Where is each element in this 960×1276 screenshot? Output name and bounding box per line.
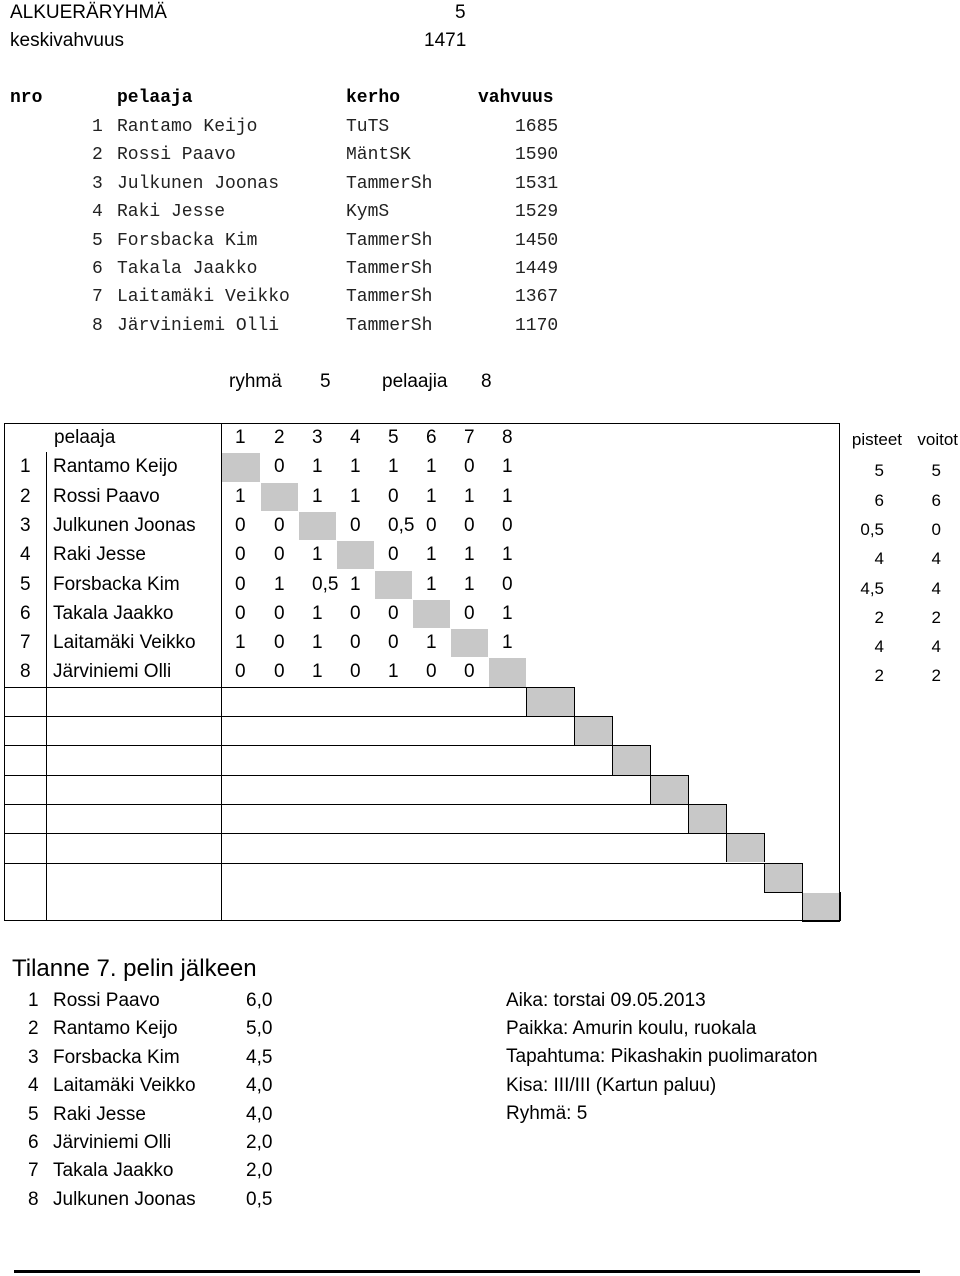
diagonal-cell: [375, 571, 412, 599]
player-list-nro: 5: [92, 230, 103, 251]
crosstable-result: 0: [464, 514, 475, 536]
crosstable-result: 1: [312, 544, 323, 566]
crosstable-row-nro: 7: [20, 632, 31, 654]
event-time: Aika: torstai 09.05.2013: [506, 990, 706, 1011]
diagonal-edge: [764, 863, 765, 892]
diagonal-cell: [613, 746, 650, 774]
player-list-nro: 2: [92, 145, 103, 166]
table-row-line: [4, 833, 764, 834]
standing-score: 5,0: [246, 1018, 273, 1040]
table-border-right: [839, 423, 840, 921]
standing-score: 4,5: [246, 1046, 273, 1068]
column-header-player: pelaaja: [117, 88, 193, 108]
crosstable-result: 1: [235, 632, 246, 654]
diagonal-edge: [802, 892, 803, 921]
event-name: Tapahtuma: Pikashakin puolimaraton: [506, 1046, 818, 1067]
standing-rank: 7: [28, 1160, 39, 1182]
crosstable-row-name: Rossi Paavo: [53, 485, 160, 507]
diagonal-edge: [612, 775, 650, 776]
crosstable-col-header: 4: [350, 427, 361, 448]
crosstable-row-name: Takala Jaakko: [53, 602, 174, 624]
diagonal-edge: [726, 833, 727, 862]
crosstable-result: 1: [312, 632, 323, 654]
table-row-line: [4, 804, 726, 805]
crosstable-row-name: Rantamo Keijo: [53, 456, 178, 478]
event-group: Ryhmä: 5: [506, 1103, 588, 1124]
player-list-rating: 1590: [515, 145, 559, 166]
crosstable-result: 0: [426, 514, 437, 536]
points-value: 4: [874, 637, 884, 657]
diagonal-edge: [840, 892, 841, 921]
player-list-name: Forsbacka Kim: [117, 230, 258, 251]
diagonal-cell: [527, 688, 574, 716]
crosstable-row-name: Julkunen Joonas: [53, 514, 196, 536]
diagonal-edge: [574, 687, 575, 716]
crosstable-result: 0: [235, 573, 246, 595]
points-value: 5: [874, 461, 884, 481]
crosstable-result: 1: [502, 485, 513, 507]
points-value: 4,5: [860, 578, 884, 598]
crosstable-row-name: Forsbacka Kim: [53, 573, 180, 595]
crosstable-result: 0: [350, 602, 361, 624]
wins-value: 5: [931, 461, 941, 481]
player-list-name: Raki Jesse: [117, 202, 226, 223]
crosstable-result: 1: [464, 573, 475, 595]
player-list-nro: 3: [92, 173, 103, 194]
crosstable-result: 0: [502, 573, 513, 595]
crosstable-row-nro: 1: [20, 456, 31, 478]
table-row-line: [4, 745, 650, 746]
diagonal-edge: [688, 804, 689, 833]
crosstable-result: 0: [274, 602, 285, 624]
table-row-line: [4, 775, 688, 776]
standing-score: 0,5: [246, 1188, 273, 1210]
standings-title: Tilanne 7. pelin jälkeen: [12, 955, 257, 982]
player-list-nro: 7: [92, 287, 103, 308]
diagonal-cell: [222, 453, 260, 481]
wins-value: 2: [931, 607, 941, 627]
bottom-rule: [14, 1270, 920, 1273]
crosstable-result: 1: [274, 573, 285, 595]
table-row-line: [4, 687, 574, 688]
points-value: 2: [874, 607, 884, 627]
crosstable-col-header: 8: [502, 427, 513, 448]
table-border-left: [4, 423, 5, 921]
wins-value: 2: [931, 666, 941, 686]
column-header-nro: nro: [10, 88, 43, 108]
diagonal-edge: [802, 921, 840, 922]
table-row-line: [4, 716, 612, 717]
crosstable-result: 0: [274, 632, 285, 654]
crosstable-result: 1: [502, 544, 513, 566]
crosstable-result: 1: [388, 661, 399, 683]
crosstable-row-nro: 6: [20, 602, 31, 624]
crosstable-result: 0: [274, 514, 285, 536]
standing-rank: 4: [28, 1075, 39, 1097]
player-list-name: Rantamo Keijo: [117, 117, 258, 137]
diagonal-edge: [574, 716, 575, 745]
crosstable-result: 1: [312, 661, 323, 683]
group-value: 5: [320, 371, 331, 392]
diagonal-cell: [575, 717, 612, 745]
crosstable-result: 1: [464, 485, 475, 507]
player-list-nro: 6: [92, 259, 103, 279]
player-list-club: TammerSh: [346, 287, 433, 308]
players-count-label: pelaajia: [382, 371, 448, 392]
crosstable-col-header: 6: [426, 427, 437, 448]
player-list-club: TammerSh: [346, 315, 433, 336]
standing-rank: 8: [28, 1188, 39, 1210]
crosstable-result: 1: [350, 573, 361, 595]
crosstable-result: 0: [388, 632, 399, 654]
standing-rank: 1: [28, 990, 39, 1011]
crosstable-result: 0,5: [312, 573, 339, 595]
average-rating-value: 1471: [424, 30, 467, 51]
points-value: 0,5: [860, 519, 884, 539]
diagonal-edge: [764, 833, 765, 862]
crosstable-result: 0: [274, 661, 285, 683]
crosstable-result: 1: [502, 456, 513, 478]
player-list-name: Järviniemi Olli: [117, 315, 280, 336]
standing-name: Raki Jesse: [53, 1103, 146, 1125]
diagonal-cell: [413, 600, 450, 628]
crosstable-result: 1: [426, 544, 437, 566]
table-border-bottom: [4, 920, 840, 921]
crosstable-result: 1: [350, 485, 361, 507]
diagonal-cell: [337, 541, 374, 569]
crosstable-result: 1: [312, 602, 323, 624]
player-list-rating: 1170: [515, 315, 559, 336]
diagonal-edge: [688, 833, 726, 834]
crosstable-row-nro: 8: [20, 661, 31, 683]
column-header-club: kerho: [346, 88, 401, 108]
crosstable-result: 1: [350, 456, 361, 478]
player-list-club: MäntSK: [346, 145, 411, 166]
crosstable-result: 0: [464, 602, 475, 624]
standing-score: 4,0: [246, 1103, 273, 1125]
crosstable-result: 1: [502, 632, 513, 654]
player-list-name: Rossi Paavo: [117, 145, 236, 166]
diagonal-cell: [299, 512, 336, 540]
crosstable-result: 0: [274, 544, 285, 566]
group-label: ryhmä: [229, 371, 282, 392]
crosstable-result: 0: [388, 602, 399, 624]
crosstable-result: 0: [235, 514, 246, 536]
crosstable-result: 1: [426, 632, 437, 654]
diagonal-edge: [650, 775, 651, 804]
player-list-name: Takala Jaakko: [117, 259, 258, 279]
player-list-nro: 1: [92, 117, 103, 137]
diagonal-edge: [726, 863, 764, 864]
points-value: 4: [874, 549, 884, 569]
crosstable-result: 1: [426, 573, 437, 595]
column-header-rating: vahvuus: [478, 88, 554, 108]
player-list-club: TammerSh: [346, 173, 433, 194]
points-value: 2: [874, 666, 884, 686]
player-list-name: Laitamäki Veikko: [117, 287, 290, 308]
diagonal-edge: [526, 716, 574, 717]
diagonal-edge: [574, 745, 612, 746]
group-number: 5: [455, 2, 466, 23]
crosstable-result: 0: [464, 456, 475, 478]
crosstable-result: 0: [274, 456, 285, 478]
crosstable-result: 0: [426, 661, 437, 683]
points-header: pisteet: [851, 430, 902, 449]
diagonal-edge: [612, 716, 613, 745]
standing-rank: 6: [28, 1132, 39, 1153]
diagonal-edge: [526, 687, 527, 716]
diagonal-edge: [650, 804, 688, 805]
player-list-name: Julkunen Joonas: [117, 173, 280, 194]
player-list-club: TammerSh: [346, 259, 433, 279]
player-list-rating: 1531: [515, 173, 559, 194]
player-list-rating: 1449: [515, 259, 559, 279]
wins-value: 4: [931, 578, 941, 598]
wins-value: 0: [931, 519, 941, 539]
crosstable-row-name: Järviniemi Olli: [53, 661, 172, 683]
crosstable-result: 0: [464, 661, 475, 683]
crosstable-result: 1: [312, 456, 323, 478]
crosstable-row-name: Laitamäki Veikko: [53, 632, 196, 654]
diagonal-edge: [650, 745, 651, 774]
table-row-line: [4, 863, 802, 864]
diagonal-cell: [261, 483, 298, 511]
event-round: Kisa: III/III (Kartun paluu): [506, 1075, 717, 1096]
crosstable-col-header: 7: [464, 427, 475, 448]
standing-rank: 3: [28, 1046, 39, 1068]
standing-name: Järviniemi Olli: [53, 1132, 172, 1153]
standing-rank: 2: [28, 1018, 39, 1040]
crosstable-row-nro: 3: [20, 514, 31, 536]
crosstable-col-header: 2: [274, 427, 285, 448]
standing-score: 2,0: [246, 1160, 273, 1182]
crosstable-row-nro: 4: [20, 544, 31, 566]
crosstable-col-header: 3: [312, 427, 323, 448]
average-rating-label: keskivahvuus: [10, 30, 125, 51]
standing-name: Forsbacka Kim: [53, 1046, 180, 1068]
crosstable-result: 1: [235, 485, 246, 507]
diagonal-cell: [765, 864, 802, 892]
crosstable-name-header: pelaaja: [54, 427, 116, 448]
crosstable-result: 0: [502, 514, 513, 536]
crosstable-result: 1: [502, 602, 513, 624]
crosstable-result: 0: [388, 544, 399, 566]
players-count-value: 8: [481, 371, 492, 392]
standing-score: 4,0: [246, 1075, 273, 1097]
standing-name: Laitamäki Veikko: [53, 1075, 196, 1097]
crosstable-result: 0: [350, 632, 361, 654]
crosstable-col-header: 1: [235, 427, 246, 448]
crosstable-result: 1: [388, 456, 399, 478]
crosstable-col-header: 5: [388, 427, 399, 448]
diagonal-cell: [451, 629, 488, 657]
standing-score: 2,0: [246, 1132, 273, 1153]
crosstable-row-nro: 2: [20, 485, 31, 507]
wins-header: voitot: [917, 430, 958, 449]
standing-score: 6,0: [246, 990, 273, 1011]
crosstable-result: 0: [235, 602, 246, 624]
player-list-club: KymS: [346, 202, 390, 223]
crosstable-result: 0: [350, 661, 361, 683]
player-list-rating: 1450: [515, 230, 559, 251]
diagonal-cell: [689, 805, 726, 833]
player-list-club: TuTS: [346, 117, 390, 137]
crosstable-result: 0: [350, 514, 361, 536]
event-place: Paikka: Amurin koulu, ruokala: [506, 1018, 757, 1039]
crosstable-result: 0: [235, 544, 246, 566]
diagonal-edge: [688, 775, 689, 804]
player-list-club: TammerSh: [346, 230, 433, 251]
table-border-top: [4, 423, 840, 424]
crosstable-result: 1: [426, 456, 437, 478]
points-value: 6: [874, 490, 884, 510]
group-title: ALKUERÄRYHMÄ: [10, 2, 167, 23]
standing-name: Takala Jaakko: [53, 1160, 174, 1182]
crosstable-result: 1: [426, 485, 437, 507]
diagonal-cell: [803, 893, 840, 921]
player-list-rating: 1529: [515, 202, 559, 223]
crosstable: [4, 423, 840, 921]
wins-value: 6: [931, 490, 941, 510]
diagonal-edge: [612, 745, 613, 774]
diagonal-cell: [651, 776, 688, 804]
diagonal-cell: [727, 834, 764, 862]
crosstable-result: 1: [464, 544, 475, 566]
wins-value: 4: [931, 549, 941, 569]
player-list-rating: 1685: [515, 117, 559, 137]
diagonal-cell: [489, 658, 526, 686]
standing-rank: 5: [28, 1103, 39, 1125]
standing-name: Rantamo Keijo: [53, 1018, 178, 1040]
player-list-nro: 8: [92, 315, 103, 336]
crosstable-row-nro: 5: [20, 573, 31, 595]
player-list-nro: 4: [92, 202, 103, 223]
crosstable-result: 1: [312, 485, 323, 507]
standing-name: Julkunen Joonas: [53, 1188, 196, 1210]
crosstable-result: 0: [235, 661, 246, 683]
wins-value: 4: [931, 637, 941, 657]
diagonal-edge: [726, 804, 727, 833]
player-list-rating: 1367: [515, 287, 559, 308]
crosstable-result: 0: [388, 485, 399, 507]
diagonal-edge: [802, 863, 803, 892]
standing-name: Rossi Paavo: [53, 990, 160, 1011]
crosstable-result: 0,5: [388, 514, 415, 536]
diagonal-edge: [764, 892, 802, 893]
table-col-line: [221, 423, 222, 921]
crosstable-row-name: Raki Jesse: [53, 544, 146, 566]
